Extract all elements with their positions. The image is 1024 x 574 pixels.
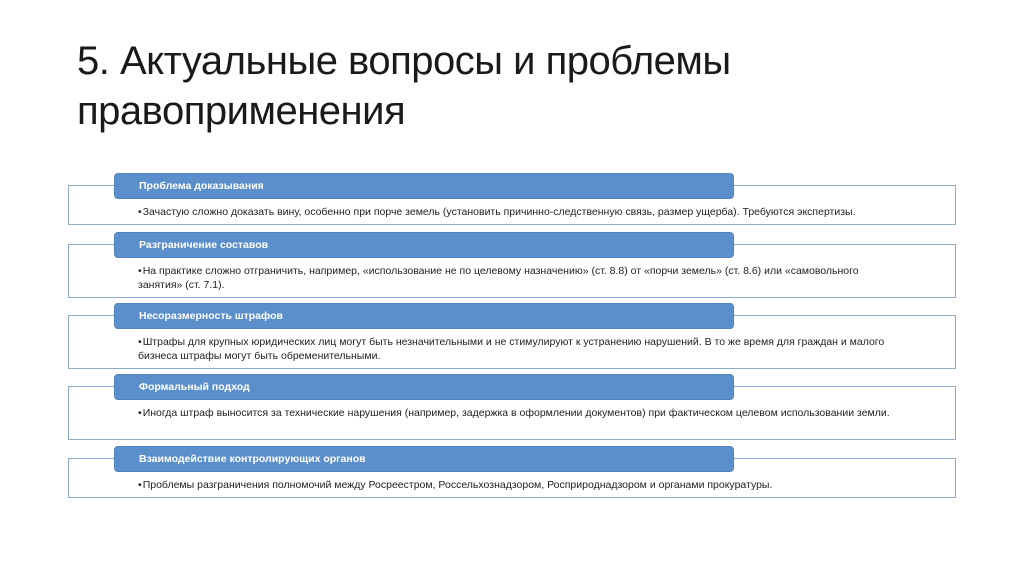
item-description-text: Проблемы разграничения полномочий между Росреестром, Россельхознадзором, Росприроднадзором и органами прокуратуры. (142, 479, 773, 491)
list-item-agencies-interaction (68, 446, 956, 498)
item-header: Взаимодействие контролирующих органов (114, 446, 734, 472)
item-header: Несоразмерность штрафов (114, 303, 734, 329)
list-item-evidence-problem (68, 173, 956, 225)
bullet: • (138, 206, 142, 218)
list-item-delimitation (68, 232, 956, 298)
item-header: Проблема доказывания (114, 173, 734, 199)
item-description (138, 264, 890, 292)
item-description (138, 406, 890, 420)
list-item-formal-approach (68, 374, 956, 440)
item-description-text: Штрафы для крупных юридических лиц могут быть незначительными и не стимулируют к устранению нарушений. В то же время для граждан и малого бизнеса штрафы могут быть обременительными. (138, 336, 885, 362)
bullet: • (138, 336, 142, 348)
item-description (138, 205, 890, 219)
item-description-text: На практике сложно отграничить, например, «использование не по целевому назначению» (ст. 8.8) от «порчи земель» (ст. 8.6) или «самовольного занятия» (ст. 7.1). (138, 265, 859, 291)
item-description-text: Иногда штраф выносится за технические нарушения (например, задержка в оформлении документов) при фактическом целевом использовании земли. (142, 407, 890, 419)
item-description (138, 335, 890, 363)
item-header: Формальный подход (114, 374, 734, 400)
item-description-text: Зачастую сложно доказать вину, особенно при порче земель (установить причинно-следственную связь, размер ущерба). Требуются экспертизы. (142, 206, 856, 218)
item-header: Разграничение составов (114, 232, 734, 258)
bullet: • (138, 479, 142, 491)
bullet: • (138, 407, 142, 419)
bullet: • (138, 265, 142, 277)
slide-title: 5. Актуальные вопросы и проблемы правоприменения (77, 39, 731, 133)
item-description (138, 478, 890, 492)
list-item-fines-disproportion (68, 303, 956, 369)
